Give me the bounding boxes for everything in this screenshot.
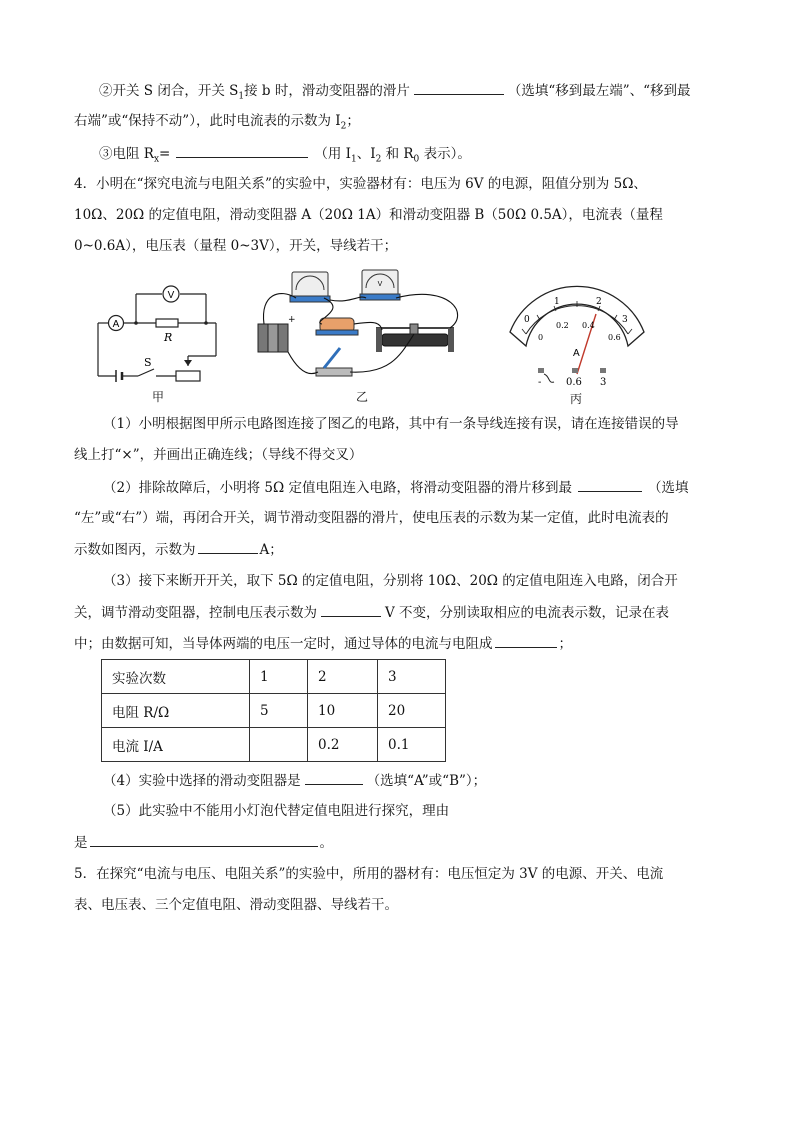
svg-text:S: S — [144, 356, 152, 369]
table-cell — [250, 728, 308, 762]
table-cell: 10 — [308, 694, 378, 728]
svg-text:3: 3 — [622, 315, 628, 325]
svg-text:0: 0 — [524, 315, 530, 325]
fixed-resistor-device — [316, 318, 358, 335]
svg-text:0.4: 0.4 — [582, 321, 595, 330]
q5-line1: 5．在探究“电流与电压、电阻关系”的实验中，所用的器材有：电压恒定为 3V 的电源、开关、电流 — [74, 866, 664, 882]
q4-part2-line3: 示数如图丙，示数为 A； — [74, 539, 283, 560]
table-cell: 1 — [250, 660, 308, 694]
q3-step2-line2: 右端”或“保持不动”），此时电流表的示数为 $I_2$； — [74, 113, 360, 132]
svg-text:A: A — [112, 319, 120, 330]
svg-text:1: 1 — [554, 297, 560, 307]
resistor-symbol — [156, 319, 178, 327]
table-cell: 2 — [308, 660, 378, 694]
q4-part4-line: （4）实验中选择的滑动变阻器是 （选填“A”或“B”）； — [103, 770, 486, 791]
ammeter-dial-bing — [504, 282, 650, 392]
q4-part5-line1: （5）此实验中不能用小灯泡代替定值电阻进行探究，理由 — [103, 803, 450, 819]
table-row — [102, 694, 446, 728]
q4-part3-line2: 关，调节滑动变阻器，控制电压表示数为 V 不变，分别读取相应的电流表示数，记录在表 — [74, 602, 669, 623]
svg-text:0.2: 0.2 — [556, 321, 569, 330]
svg-text:2: 2 — [596, 297, 602, 307]
current-reading-blank[interactable] — [198, 539, 258, 554]
table-cell: 20 — [378, 694, 446, 728]
switch-device — [316, 348, 352, 376]
slider-end-blank[interactable] — [578, 477, 642, 492]
q4-part2-line1: （2）排除故障后，小明将 5Ω 定值电阻连入电路，将滑动变阻器的滑片移到最 （选填 — [103, 477, 688, 498]
svg-text:+: + — [288, 315, 296, 325]
svg-text:R: R — [164, 331, 173, 344]
q3-step3-line: ③电阻 $R_x=$ （用 $I_1$、$I_2$ 和 $R_0$ 表示）。 — [99, 143, 471, 170]
q4-intro-line3: 0~0.6A），电压表（量程 0~3V），开关，导线若干； — [74, 238, 398, 254]
table-cell: 0.2 — [308, 728, 378, 762]
battery-symbol — [116, 370, 122, 382]
data-table — [101, 659, 446, 762]
voltmeter-device — [360, 270, 400, 300]
svg-text:-: - — [538, 377, 542, 388]
figure-label-yi: 乙 — [356, 390, 369, 404]
figure-label-bing: 丙 — [570, 392, 583, 406]
q4-part3-line1: （3）接下来断开开关，取下 5Ω 的定值电阻，分别将 10Ω、20Ω 的定值电阻连入电路，闭合开 — [103, 573, 678, 589]
table-cell: 5 — [250, 694, 308, 728]
table-row — [102, 660, 446, 694]
table-cell: 0.1 — [378, 728, 446, 762]
svg-text:A: A — [573, 348, 580, 359]
slider-action-blank[interactable] — [414, 80, 504, 95]
rheostat-choice-blank[interactable] — [305, 770, 363, 785]
q4-intro-line1: 4．小明在“探究电流与电阻关系”的实验中，实验器材有：电压为 6V 的电源，阻值分别为 5Ω、 — [74, 176, 647, 192]
svg-text:0.6: 0.6 — [608, 333, 621, 342]
circuit-diagram-jia — [88, 276, 238, 388]
table-cell: 电流 I/A — [102, 728, 250, 762]
q5-line2: 表、电压表、三个定值电阻、滑动变阻器、导线若干。 — [74, 897, 398, 913]
q4-part5-line2: 是 。 — [74, 832, 333, 853]
svg-text:0.6: 0.6 — [566, 377, 582, 388]
svg-text:0: 0 — [538, 333, 544, 342]
q4-part3-line3: 中；由数据可知，当导体两端的电压一定时，通过导体的电流与电阻成 ； — [74, 633, 572, 654]
svg-text:V: V — [377, 281, 383, 288]
table-cell: 3 — [378, 660, 446, 694]
q4-part1-line2: 线上打“×”，并画出正确连线；（导线不得交叉） — [74, 447, 363, 463]
table-row — [102, 728, 446, 762]
slider-arrow — [184, 360, 192, 366]
q3-step2-line1: ②开关 S 闭合，开关 $S_1$接 b 时，滑动变阻器的滑片 （选填“移到最左端”、“移到最 — [99, 80, 691, 107]
svg-text:V: V — [167, 290, 175, 301]
figure-label-jia: 甲 — [152, 390, 165, 404]
physical-circuit-yi — [250, 264, 472, 386]
table-cell: 实验次数 — [102, 660, 250, 694]
svg-text:3: 3 — [600, 377, 607, 388]
relationship-blank[interactable] — [495, 633, 557, 648]
q4-part1-line1: （1）小明根据图甲所示电路图连接了图乙的电路，其中有一条导线连接有误，请在连接错误的导 — [103, 416, 679, 432]
reason-blank[interactable] — [90, 832, 318, 847]
table-cell: 电阻 R/Ω — [102, 694, 250, 728]
rx-expression-blank[interactable] — [176, 143, 308, 158]
rheostat-device — [376, 324, 454, 352]
q4-intro-line2: 10Ω、20Ω 的定值电阻，滑动变阻器 A（20Ω 1A）和滑动变阻器 B（50Ω 0.5A），电流表（量程 — [74, 207, 663, 223]
q4-part2-line2: “左”或“右”）端，再闭合开关，调节滑动变阻器的滑片，使电压表的示数为某一定值，此时电流表的 — [74, 510, 669, 526]
voltage-blank[interactable] — [321, 602, 381, 617]
